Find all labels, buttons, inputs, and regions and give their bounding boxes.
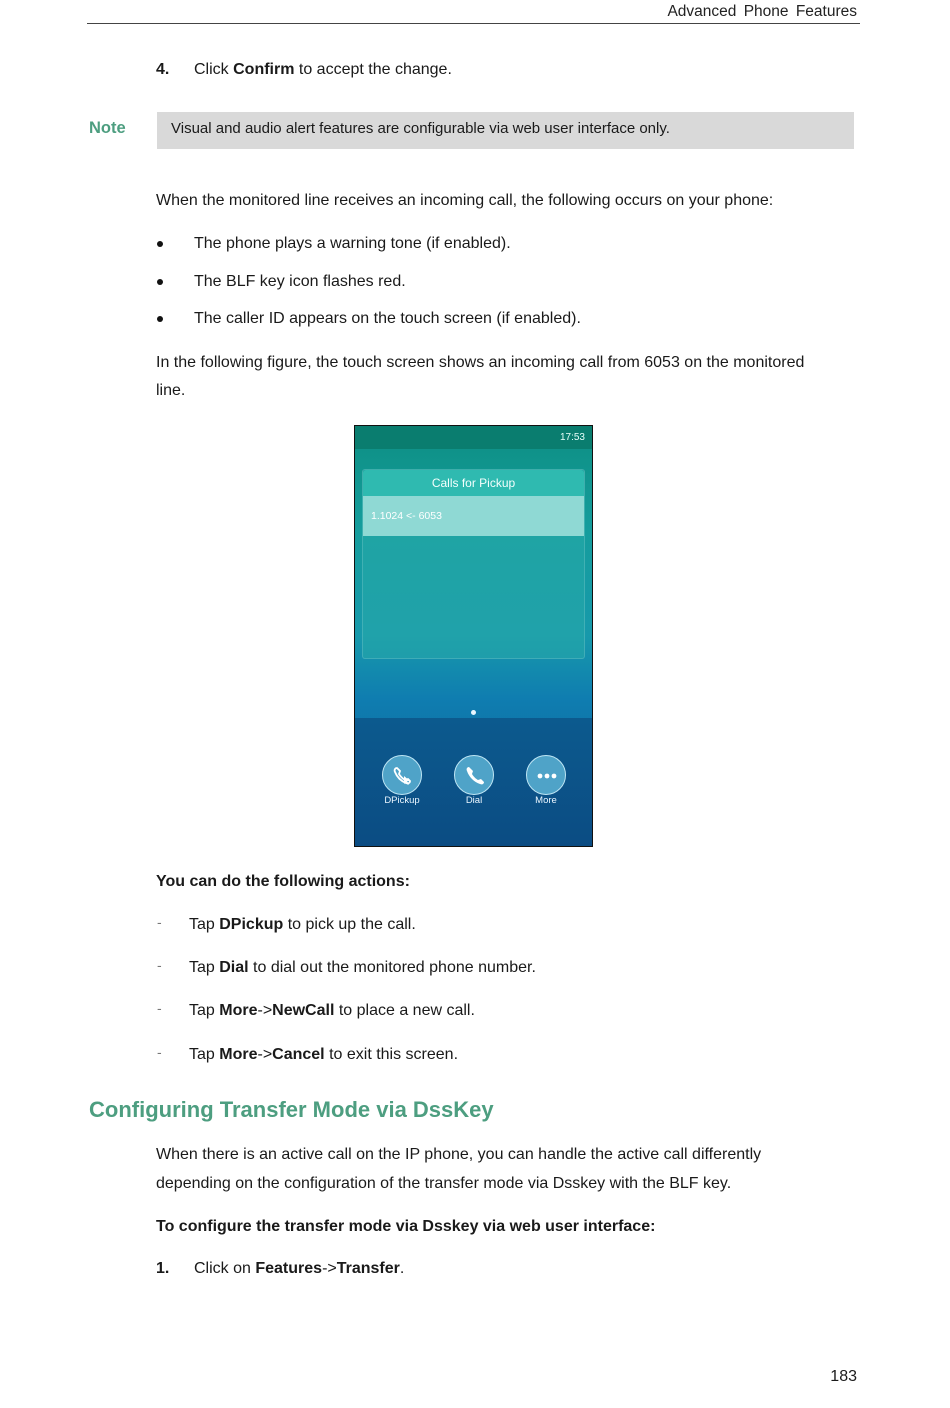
- page-indicator: [471, 710, 476, 715]
- step-1-text: Click on Features->Transfer.: [194, 1260, 405, 1277]
- section-heading: Configuring Transfer Mode via DssKey: [89, 1097, 494, 1122]
- figure-intro-cont: line.: [156, 382, 186, 399]
- dash-marker: -: [157, 914, 162, 930]
- call-list-item[interactable]: [363, 496, 584, 536]
- bullet-text: The caller ID appears on the touch screen (if enabled).: [194, 310, 581, 327]
- note-label: Note: [89, 119, 126, 137]
- note-box: [157, 112, 854, 149]
- more-label: More: [535, 795, 557, 806]
- calls-for-pickup-panel: [362, 469, 585, 659]
- action-item: Tap More->Cancel to exit this screen.: [189, 1046, 459, 1063]
- procedure-heading: To configure the transfer mode via Dsskey via web user interface:: [156, 1218, 656, 1235]
- bullet: [157, 316, 163, 322]
- dial-label: Dial: [465, 795, 483, 806]
- step-number: 4.: [156, 61, 170, 78]
- running-header: Advanced Phone Features: [667, 3, 857, 20]
- bullet-text: The phone plays a warning tone (if enabled).: [194, 235, 511, 252]
- action-item: Tap Dial to dial out the monitored phone number.: [189, 959, 536, 976]
- more-button[interactable]: [526, 755, 566, 795]
- dash-marker: -: [157, 957, 162, 973]
- bullet: [157, 241, 163, 247]
- clock: 17:53: [559, 432, 585, 443]
- intro-paragraph: When the monitored line receives an incoming call, the following occurs on your phone:: [156, 192, 774, 209]
- figure-intro: In the following figure, the touch screen shows an incoming call from 6053 on the monitored: [156, 354, 805, 371]
- step-number: 1.: [156, 1260, 170, 1277]
- dial-button[interactable]: [454, 755, 494, 795]
- bullet-text: The BLF key icon flashes red.: [194, 273, 406, 290]
- section-paragraph: When there is an active call on the IP phone, you can handle the active call differently: [156, 1146, 762, 1163]
- dash-marker: -: [157, 1000, 162, 1016]
- panel-title: Calls for Pickup: [431, 476, 516, 490]
- call-entry-text: 1.1024 <- 6053: [371, 510, 442, 522]
- status-bar: [355, 426, 592, 449]
- header-divider: [87, 23, 860, 24]
- dash-marker: -: [157, 1044, 162, 1060]
- page-number: 183: [830, 1368, 857, 1385]
- phone-screenshot: [354, 425, 593, 847]
- bullet: [157, 279, 163, 285]
- actions-heading: You can do the following actions:: [156, 873, 410, 890]
- panel-title-bar: [363, 470, 584, 496]
- phone-icon: [463, 764, 487, 788]
- section-paragraph-cont: depending on the configuration of the transfer mode via Dsskey with the BLF key.: [156, 1175, 732, 1192]
- note-text: Visual and audio alert features are configurable via web user interface only.: [171, 120, 670, 137]
- more-icon: [535, 764, 559, 788]
- dpickup-label: DPickup: [384, 795, 420, 806]
- step-4-text: Click Confirm to accept the change.: [194, 61, 452, 78]
- dpickup-button[interactable]: [382, 755, 422, 795]
- action-item: Tap DPickup to pick up the call.: [189, 916, 416, 933]
- action-item: Tap More->NewCall to place a new call.: [189, 1002, 475, 1019]
- dpickup-icon: [391, 764, 415, 788]
